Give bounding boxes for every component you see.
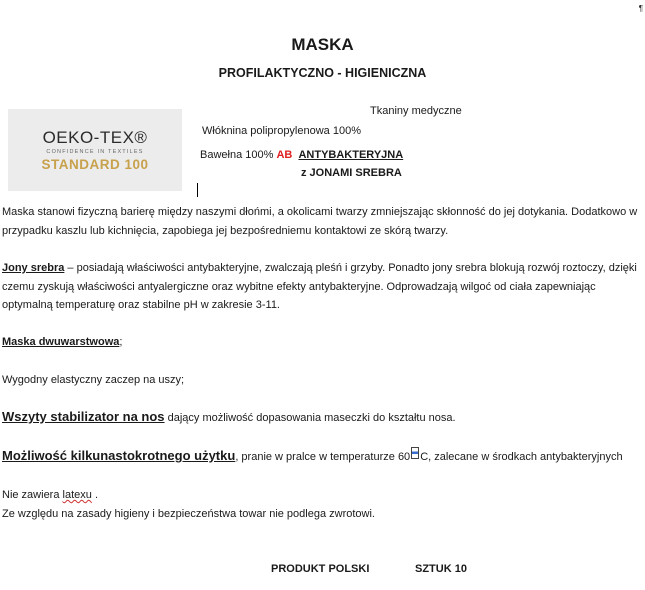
material-line-4: z JONAMI SREBRA [301, 167, 402, 179]
degree-icon [411, 447, 419, 459]
material-cotton: Bawełna 100% [200, 149, 277, 161]
paragraph-ear-loop: Wygodny elastyczny zaczep na uszy; [2, 374, 185, 386]
document-title: MASKA [291, 35, 354, 54]
material-line-2: Włóknina polipropylenowa 100% [202, 125, 361, 137]
logo-brand: OEKO-TEX® [42, 128, 148, 147]
silver-ions-heading: Jony srebra [2, 262, 65, 274]
latex-word: latexu [62, 489, 92, 501]
paragraph-reusable [2, 447, 642, 467]
latex-suffix: . [91, 489, 99, 501]
document-subtitle: PROFILAKTYCZNO - HIGIENICZNA [218, 66, 427, 80]
paragraph-latex [2, 486, 642, 505]
paragraph-nose-stabilizer [2, 408, 642, 428]
antibacterial-label: ANTYBAKTERYJNA [298, 149, 404, 161]
material-line-3 [200, 149, 403, 161]
latex-prefix: Nie zawiera [2, 489, 63, 501]
ab-label: AB [276, 149, 293, 161]
reusable-text-b: C, zalecane w środkach antybakteryjnych [420, 451, 623, 463]
paragraph-intro: Maska stanowi fizyczną barierę między naszymi dłońmi, a okolicami twarzy zmniejszając skłonność do jej dotykania. Dodatkowo w przypadku kaszlu lub kichnięcia, zapobiega jej bezpośredniemu kontaktowi ze skórą twarzy. [2, 206, 638, 237]
material-line-1: Tkaniny medyczne [370, 105, 462, 117]
paragraph-no-returns: Ze względu na zasady higieny i bezpieczeństwa towar nie podlega zwrotowi. [2, 508, 375, 520]
nose-stabilizer-heading: Wszyty stabilizator na nos [2, 409, 165, 424]
reusable-heading: Możliwość kilkunastokrotnego użytku [2, 448, 236, 463]
paragraph-marker: ¶ [638, 4, 643, 13]
logo-standard: STANDARD 100 [41, 157, 149, 172]
paragraph-silver-ions [2, 259, 642, 315]
silver-ions-text: – posiadają właściwości antybakteryjne, zwalczają pleśń i grzyby. Ponadto jony srebra blokują rozwój roztoczy, dzięki czemu zyskują właściwości antyalergiczne oraz wybitne efekty antybakteryjne. Odprowadzają wilgoć od ciała zapewniając optymalną temperaturę oraz stabilne pH w zakresie 3-11. [2, 262, 637, 311]
two-layer-heading: Maska dwuwarstwowa [2, 336, 120, 348]
oeko-tex-logo [8, 109, 182, 191]
product-quantity: SZTUK 10 [415, 563, 467, 575]
logo-tagline: CONFIDENCE IN TEXTILES [46, 149, 144, 155]
product-origin: PRODUKT POLSKI [271, 563, 370, 575]
two-layer-tail: ; [119, 336, 123, 348]
paragraph-two-layer [2, 333, 642, 352]
nose-stabilizer-text: dający możliwość dopasowania maseczki do kształtu nosa. [164, 412, 456, 424]
text-cursor [197, 183, 198, 197]
reusable-text-a: , pranie w pralce w temperaturze 60 [235, 451, 411, 463]
